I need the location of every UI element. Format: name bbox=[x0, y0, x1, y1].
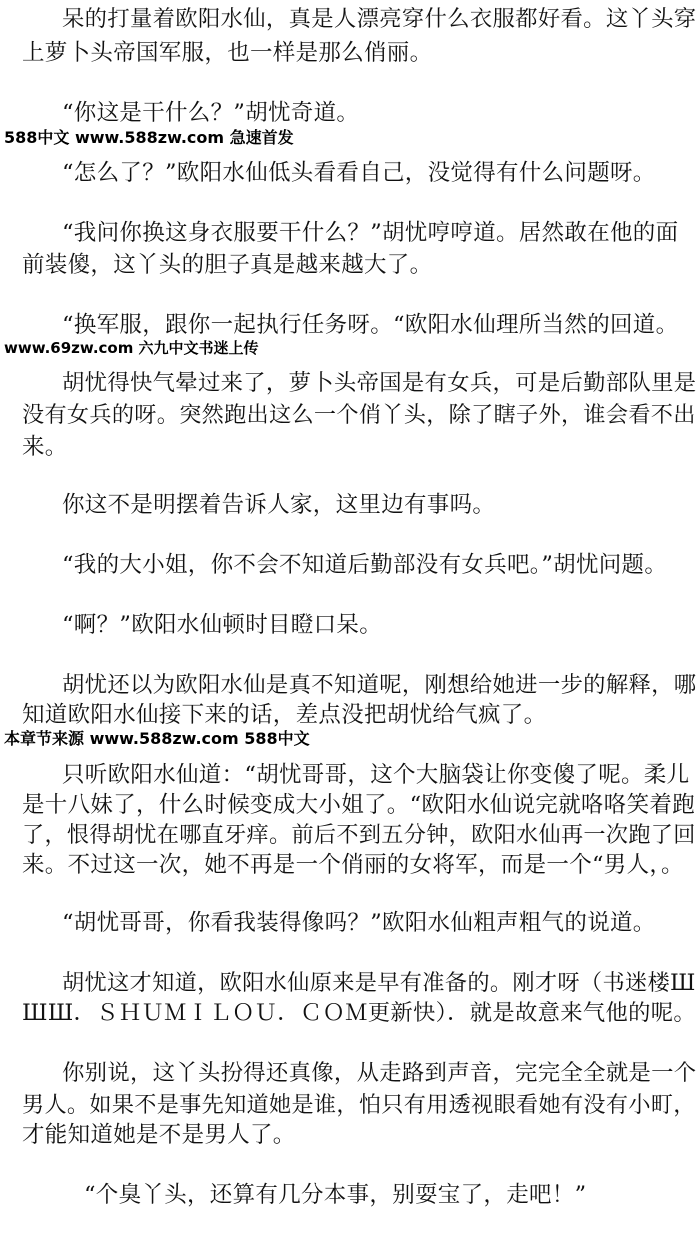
text-line: 上萝卜头帝国军服，也一样是那么俏丽。 bbox=[22, 40, 433, 66]
text-line: “换军服，跟你一起执行任务呀。“欧阳水仙理所当然的回道。 bbox=[62, 312, 679, 338]
text-line: 胡忧还以为欧阳水仙是真不知道呢，刚想给她进一步的解释，哪 bbox=[62, 672, 697, 698]
text-line: 是十八妹了，什么时候变成大小姐了。“欧阳水仙说完就咯咯笑着跑 bbox=[22, 792, 696, 818]
text-line: “啊？”欧阳水仙顿时目瞪口呆。 bbox=[62, 612, 383, 638]
text-line: 了，恨得胡忧在哪直牙痒。前后不到五分钟，欧阳水仙再一次跑了回 bbox=[22, 822, 696, 848]
text-line: 才能知道她是不是男人了。 bbox=[22, 1122, 296, 1148]
text-line: 男人。如果不是事先知道她是谁，怕只有用透视眼看她有没有小町， bbox=[22, 1092, 696, 1118]
watermark-link[interactable]: 本章节来源 www.588zw.com 588中文 bbox=[4, 729, 310, 748]
text-line: 你这不是明摆着告诉人家，这里边有事吗。 bbox=[62, 492, 496, 518]
text-line: 胡忧得快气晕过来了，萝卜头帝国是有女兵，可是后勤部队里是 bbox=[62, 370, 697, 396]
text-line: 你别说，这丫头扮得还真像，从走路到声音，完完全全就是一个 bbox=[62, 1060, 697, 1086]
text-line: “个臭丫头，还算有几分本事，别耍宝了，走吧！” bbox=[84, 1182, 587, 1208]
text-line: “我问你换这身衣服要干什么？”胡忧哼哼道。居然敢在他的面 bbox=[62, 220, 679, 246]
text-line: 来。 bbox=[22, 434, 68, 460]
text-line: 前装傻，这丫头的胆子真是越来越大了。 bbox=[22, 252, 433, 278]
watermark-link[interactable]: 588中文 www.588zw.com 急速首发 bbox=[4, 128, 294, 147]
text-line: 只听欧阳水仙道：“胡忧哥哥，这个大脑袋让你变傻了呢。柔儿 bbox=[62, 762, 690, 788]
text-line: 呆的打量着欧阳水仙，真是人漂亮穿什么衣服都好看。这丫头穿 bbox=[62, 6, 697, 32]
text-line: ШШ．ＳＨＵＭＩＬＯＵ．ＣＯＭ更新快）．就是故意来气他的呢。 bbox=[22, 1000, 696, 1026]
text-line: “我的大小姐，你不会不知道后勤部没有女兵吧。”胡忧问题。 bbox=[62, 552, 668, 578]
text-line: 知道欧阳水仙接下来的话，差点没把胡忧给气疯了。 bbox=[22, 702, 547, 728]
text-line: 没有女兵的呀。突然跑出这么一个俏丫头，除了瞎子外，谁会看不出 bbox=[22, 402, 696, 428]
text-line: “胡忧哥哥，你看我装得像吗？”欧阳水仙粗声粗气的说道。 bbox=[62, 910, 656, 936]
text-line: 胡忧这才知道，欧阳水仙原来是早有准备的。刚才呀（书迷楼Ш bbox=[62, 970, 696, 996]
watermark-link[interactable]: www.69zw.com 六九中文书迷上传 bbox=[4, 339, 259, 357]
text-line: “怎么了？”欧阳水仙低头看看自己，没觉得有什么问题呀。 bbox=[62, 160, 656, 186]
text-line: “你这是干什么？”胡忧奇道。 bbox=[62, 100, 360, 126]
text-line: 来。不过这一次，她不再是一个俏丽的女将军，而是一个“男人，。 bbox=[22, 852, 684, 878]
